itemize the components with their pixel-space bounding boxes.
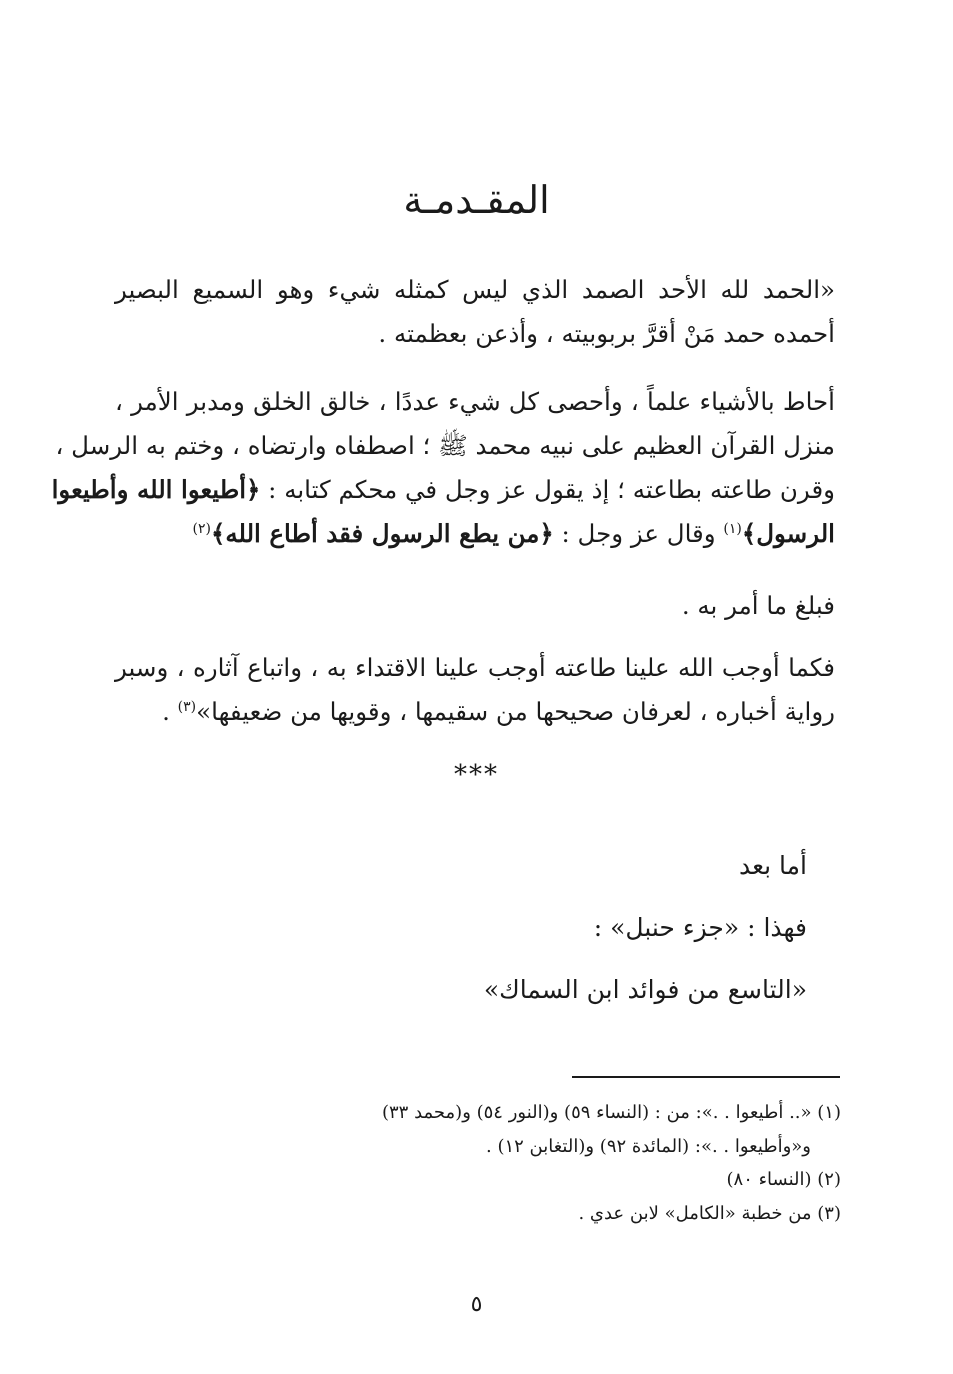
praise-line-4-text: وقال عز وجل : bbox=[553, 519, 724, 548]
quran-quote-1a: ﴿أطيعوا الله وأطيعوا bbox=[51, 475, 261, 504]
footnote-1-line-2: و«وأطيعوا . .»: (المائدة ٩٢) و(التغابن ١٢) . bbox=[486, 1135, 811, 1157]
footnote-ref-2: (٢) bbox=[192, 520, 211, 537]
closing-section bbox=[107, 835, 807, 1021]
praise-line-2: منزل القرآن العظيم على نبيه محمد ﷺ ؛ اصطفاه وارتضاه ، وختم به الرسل ، bbox=[55, 431, 835, 460]
praise-paragraph bbox=[51, 380, 835, 556]
obligation-line-2-end: . bbox=[162, 697, 178, 726]
quran-quote-1b: الرسول﴾ bbox=[741, 519, 835, 548]
praise-line-3 bbox=[51, 468, 835, 512]
footnote-ref-1: (١) bbox=[723, 520, 742, 537]
praise-line-4 bbox=[115, 512, 835, 556]
obligation-paragraph bbox=[115, 646, 835, 734]
obligation-line-2-text: رواية أخباره ، لعرفان صحيحها من سقيمها ، وقويها من ضعيفها» bbox=[196, 697, 835, 726]
footnote-ref-3: (٣) bbox=[177, 698, 197, 715]
conveyed-paragraph bbox=[115, 584, 835, 628]
closing-line-2: فهذا : «جزء حنبل» : bbox=[593, 913, 807, 942]
obligation-line-1: فكما أوجب الله علينا طاعته أوجب علينا الاقتداء به ، واتباع آثاره ، وسبر bbox=[115, 653, 835, 682]
footnote-1-line-1: (١) «.. أطيعوا . .»: من : (النساء ٥٩) و(النور ٥٤) و(محمد ٣٣) bbox=[381, 1102, 841, 1123]
closing-line-1: أما بعد bbox=[738, 851, 807, 880]
intro-line-1: «الحمد لله الأحد الصمد الذي ليس كمثله شيء وهو السميع البصير bbox=[115, 275, 835, 304]
praise-line-1: أحاط بالأشياء علماً ، وأحصى كل شيء عددًا ، خالق الخلق ومدبر الأمر ، bbox=[115, 387, 835, 416]
intro-paragraph bbox=[115, 268, 835, 356]
page-number: ٥ bbox=[470, 1292, 483, 1317]
footnote-3: (٣) من خطبة «الكامل» لابن عدي . bbox=[578, 1202, 841, 1224]
footnote-divider bbox=[572, 1076, 840, 1078]
intro-line-2: أحمده حمد مَنْ أقرَّ بربوبيته ، وأذعن بعظمته . bbox=[378, 319, 835, 348]
closing-line-3: «التاسع من فوائد ابن السماك» bbox=[483, 975, 807, 1004]
conveyed-line: فبلغ ما أمر به . bbox=[681, 591, 835, 620]
quran-quote-2: ﴿من يطع الرسول فقد أطاع الله﴾ bbox=[210, 519, 554, 548]
footnote-2: (٢) (النساء ٨٠) bbox=[726, 1169, 841, 1190]
page-title: المقـدمـة bbox=[403, 178, 550, 222]
section-separator: *** bbox=[454, 760, 499, 790]
obligation-line-2 bbox=[115, 690, 835, 734]
praise-line-3-text: وقرن طاعته بطاعته ؛ إذ يقول عز وجل في محكم كتابه : bbox=[260, 475, 835, 504]
footnotes bbox=[121, 1096, 841, 1230]
